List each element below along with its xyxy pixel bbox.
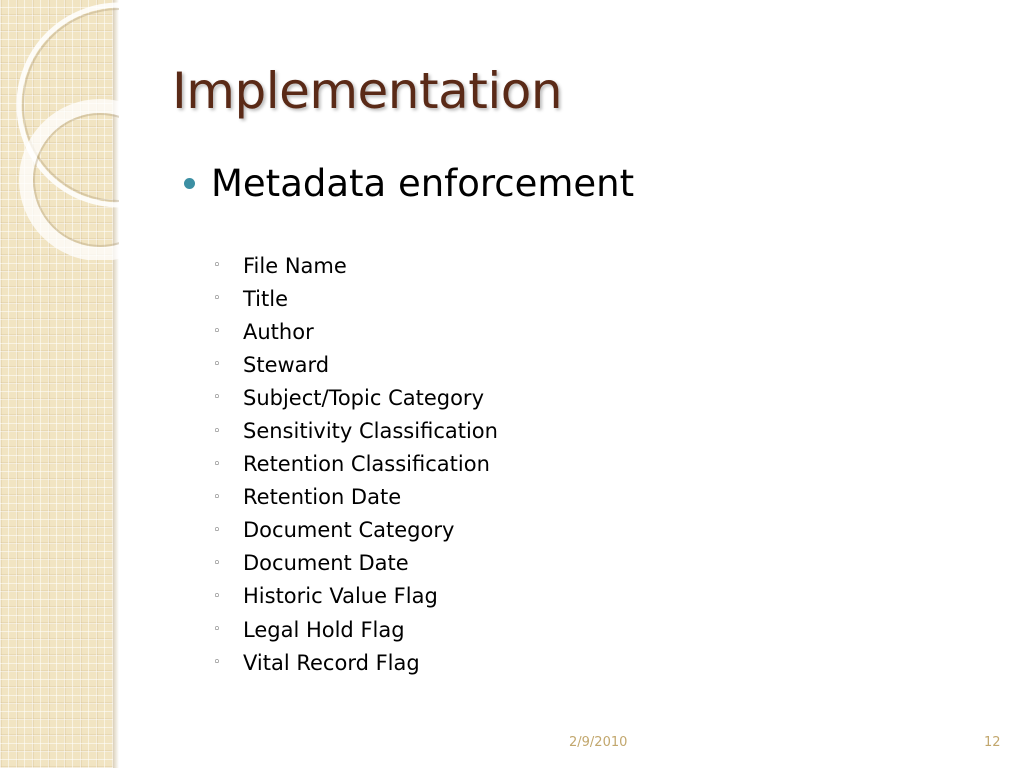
filled-circle-bullet-icon — [184, 178, 195, 189]
sub-bullet-label: Author — [243, 319, 314, 344]
sub-bullet-label: Subject/Topic Category — [243, 385, 484, 410]
sub-bullet-label: Vital Record Flag — [243, 650, 420, 675]
hollow-circle-bullet-icon: ◦ — [213, 324, 221, 340]
sub-bullet-item — [213, 315, 498, 348]
sub-bullet-item — [213, 448, 498, 481]
slide-title: Implementation — [172, 62, 563, 120]
sub-bullet-label: Title — [243, 286, 289, 311]
sub-bullet-item — [213, 646, 498, 679]
sub-bullet-item — [213, 547, 498, 580]
sub-bullet-label: Legal Hold Flag — [243, 617, 405, 642]
hollow-circle-bullet-icon: ◦ — [213, 555, 221, 571]
sub-bullet-item — [213, 481, 498, 514]
hollow-circle-bullet-icon: ◦ — [213, 489, 221, 505]
hollow-circle-bullet-icon: ◦ — [213, 423, 221, 439]
footer-date: 2/9/2010 — [569, 735, 628, 750]
sub-bullet-label: Retention Classification — [243, 452, 490, 477]
hollow-circle-bullet-icon: ◦ — [213, 456, 221, 472]
sub-bullet-label: Document Category — [243, 518, 455, 543]
sub-bullet-item — [213, 249, 498, 282]
sub-bullet-item — [213, 580, 498, 613]
hollow-circle-bullet-icon: ◦ — [213, 522, 221, 538]
hollow-circle-bullet-icon: ◦ — [213, 258, 221, 274]
sub-bullet-list — [213, 249, 498, 679]
sub-bullet-item — [213, 414, 498, 447]
sub-bullet-item — [213, 282, 498, 315]
page-number: 12 — [984, 735, 1001, 750]
sub-bullet-label: Sensitivity Classification — [243, 419, 498, 444]
main-bullet — [184, 162, 634, 205]
sub-bullet-item — [213, 381, 498, 414]
sub-bullet-item — [213, 348, 498, 381]
sub-bullet-label: Steward — [243, 352, 330, 377]
hollow-circle-bullet-icon: ◦ — [213, 622, 221, 638]
sub-bullet-item — [213, 514, 498, 547]
sub-bullet-label: Document Date — [243, 551, 409, 576]
hollow-circle-bullet-icon: ◦ — [213, 390, 221, 406]
hollow-circle-bullet-icon: ◦ — [213, 655, 221, 671]
sub-bullet-label: Historic Value Flag — [243, 584, 438, 609]
small-ring-arc — [26, 106, 119, 254]
ring-arcs-decoration-icon — [0, 0, 119, 260]
hollow-circle-bullet-icon: ◦ — [213, 357, 221, 373]
sub-bullet-label: Retention Date — [243, 485, 402, 510]
hollow-circle-bullet-icon: ◦ — [213, 588, 221, 604]
hollow-circle-bullet-icon: ◦ — [213, 291, 221, 307]
sub-bullet-label: File Name — [243, 253, 347, 278]
sub-bullet-item — [213, 613, 498, 646]
main-bullet-text: Metadata enforcement — [211, 162, 635, 205]
